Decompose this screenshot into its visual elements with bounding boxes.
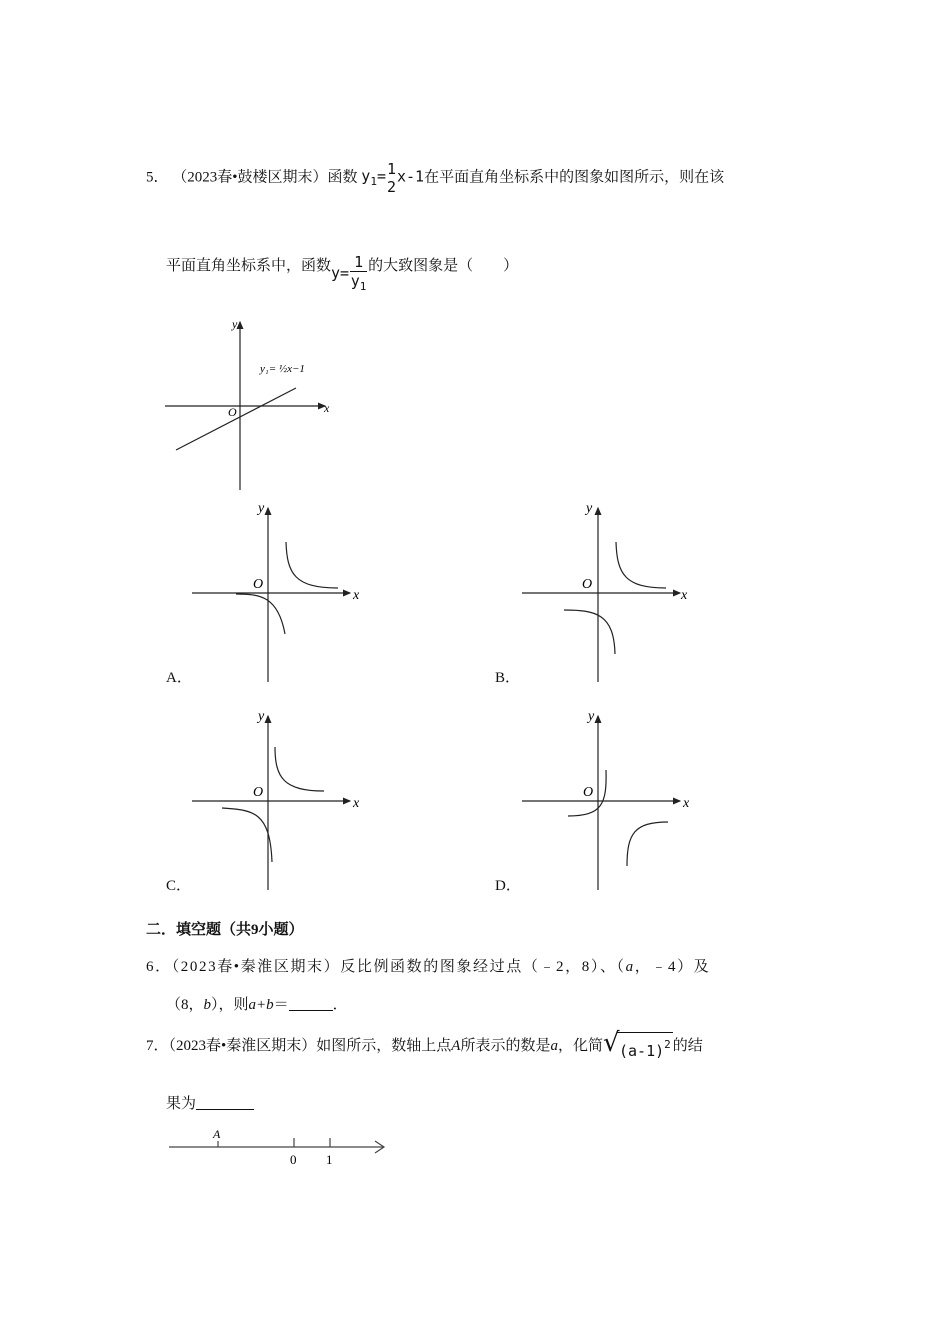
option-b-label[interactable]: B． bbox=[495, 670, 521, 686]
q6-line2: （8，b），则a+b＝ ． bbox=[166, 997, 348, 1013]
option-a-graph[interactable] bbox=[190, 496, 370, 686]
q6-line1: 6．（2023春•秦淮区期末）反比例函数的图象经过点（﹣2，8）、（a，﹣4）及 bbox=[146, 959, 711, 975]
main-line-label: y₁= ½x−1 bbox=[260, 363, 305, 375]
q7-answer-blank[interactable] bbox=[196, 1095, 254, 1110]
svg-text:y: y bbox=[258, 709, 265, 724]
section-2-title: 二．填空题（共9小题） bbox=[146, 922, 304, 938]
main-x-label: x bbox=[324, 401, 330, 415]
q5-fraction-half: 1 2 bbox=[386, 160, 396, 196]
q5-number: 5． bbox=[146, 169, 169, 186]
q7-line2: 果为 bbox=[166, 1094, 254, 1114]
svg-text:x: x bbox=[353, 796, 360, 811]
option-c-graph[interactable] bbox=[190, 704, 370, 894]
q7-line1: 7．（2023春•秦淮区期末）如图所示，数轴上点A所表示的数是a，化简 √ $(a-1)^2$ 的结 bbox=[146, 1028, 703, 1060]
svg-text:y: y bbox=[586, 501, 593, 516]
svg-text:O: O bbox=[253, 785, 264, 800]
q5-text-after: 在平面直角坐标系中的图象如图所示，则在该 bbox=[424, 169, 725, 186]
svg-text:x: x bbox=[683, 796, 690, 811]
tick-1-label: 1 bbox=[326, 1152, 333, 1167]
q5-line2-before: 平面直角坐标系中，函数 bbox=[166, 258, 332, 274]
q5-source: （2023春•鼓楼区期末）函数 bbox=[172, 169, 358, 186]
option-a-label[interactable]: A． bbox=[166, 670, 192, 686]
tick-0-label: 0 bbox=[290, 1152, 297, 1167]
svg-text:y: y bbox=[588, 709, 595, 724]
svg-text:y: y bbox=[258, 501, 265, 516]
main-origin-label: O bbox=[228, 405, 237, 419]
point-a-label: A bbox=[213, 1127, 221, 1141]
q5-line1 bbox=[146, 160, 724, 196]
option-b-graph[interactable] bbox=[520, 496, 700, 686]
q5-formula-x-minus-1: x-1 bbox=[397, 167, 425, 186]
q5-line2-after: 的大致图象是（ ） bbox=[368, 258, 519, 274]
svg-text:x: x bbox=[353, 588, 360, 603]
q5-formula-y1: $y_1=$ bbox=[361, 167, 386, 189]
option-d-label[interactable]: D． bbox=[495, 878, 521, 894]
q5-main-figure bbox=[160, 312, 340, 494]
q7-sqrt-expression: √ $(a-1)^2$ bbox=[602, 1028, 671, 1060]
svg-text:O: O bbox=[583, 785, 594, 800]
q5-line2 bbox=[166, 253, 518, 296]
svg-text:O: O bbox=[582, 577, 593, 592]
main-y-label: y bbox=[232, 317, 238, 331]
svg-text:O: O bbox=[253, 577, 264, 592]
q5-fraction-reciprocal: $\frac{1}{y_1}$ bbox=[350, 253, 367, 293]
q5-y-eq: y= bbox=[331, 264, 350, 282]
option-c-label[interactable]: C． bbox=[166, 878, 192, 894]
option-d-graph[interactable] bbox=[520, 704, 700, 894]
svg-text:x: x bbox=[681, 588, 688, 603]
q7-number-line bbox=[165, 1120, 390, 1170]
q6-answer-blank[interactable] bbox=[289, 996, 333, 1011]
